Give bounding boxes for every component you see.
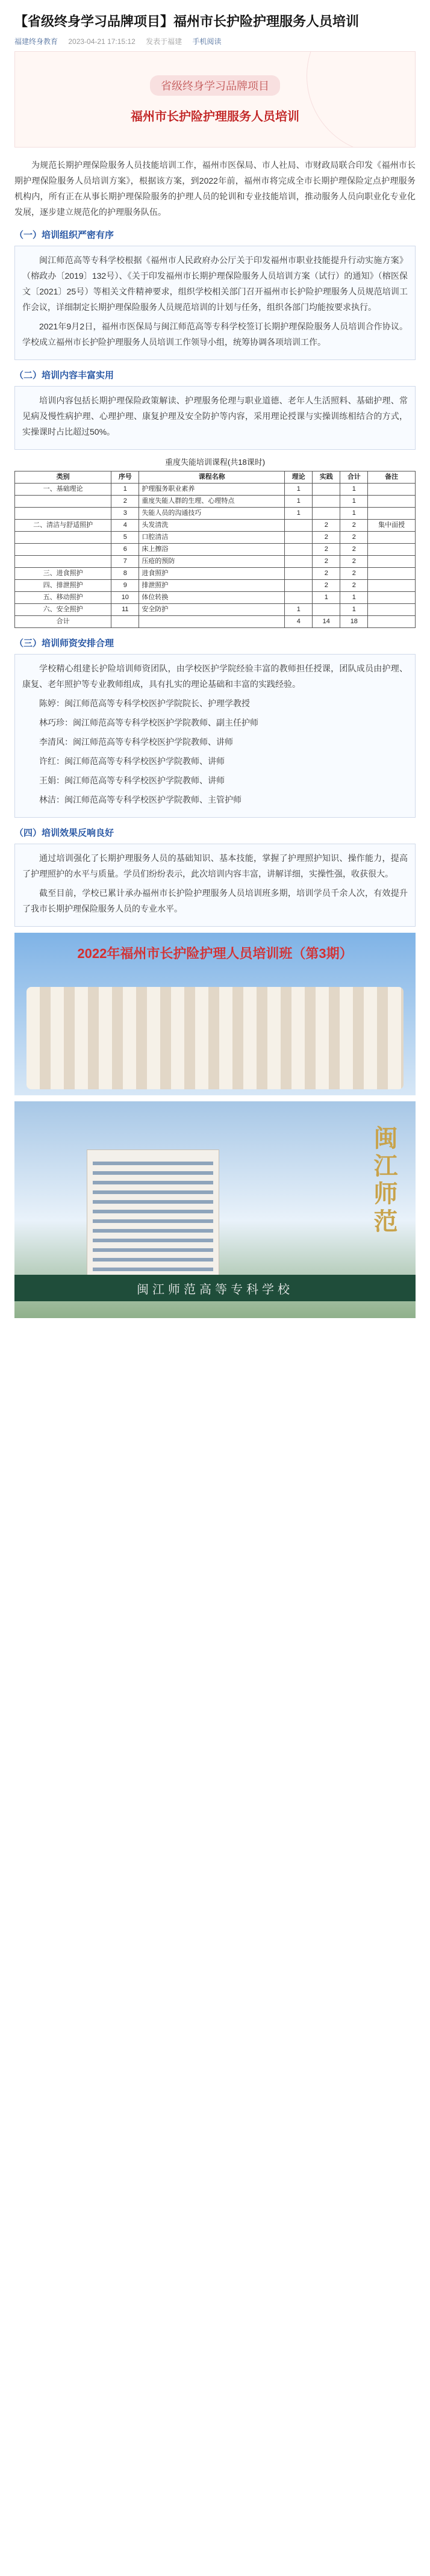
teacher-item: 王娟：闽江师范高等专科学校医护学院教师、讲师 — [39, 776, 225, 785]
table-cell — [285, 544, 313, 556]
table-header-cell: 类别 — [15, 471, 111, 484]
section-1-box — [14, 246, 416, 360]
section-4-box — [14, 844, 416, 927]
table-cell — [285, 556, 313, 568]
table-cell: 6 — [111, 544, 139, 556]
table-cell: 2 — [313, 580, 340, 592]
table-cell: 体位转换 — [139, 592, 285, 604]
teacher-item: 林洁：闽江师范高等专科学校医护学院教师、主管护师 — [39, 795, 241, 804]
section-3-heading: （三）培训师资安排合理 — [14, 638, 114, 649]
table-cell: 8 — [111, 568, 139, 580]
table-cell: 3 — [111, 508, 139, 520]
table-cell: 头发清洗 — [139, 520, 285, 532]
table-cell: 重度失能人群的生理、心理特点 — [139, 496, 285, 508]
table-row — [15, 580, 416, 592]
table-cell: 2 — [340, 580, 368, 592]
table-header-cell: 理论 — [285, 471, 313, 484]
table-row — [15, 508, 416, 520]
table-cell — [368, 556, 416, 568]
banner-decoration — [307, 51, 416, 148]
table-cell — [313, 604, 340, 616]
table-header-cell: 合计 — [340, 471, 368, 484]
table-header-cell: 实践 — [313, 471, 340, 484]
meta-read-mobile[interactable]: 手机阅读 — [192, 37, 222, 46]
table-cell: 压疮的预防 — [139, 556, 285, 568]
table-cell: 三、进食照护 — [15, 568, 111, 580]
table-row — [15, 496, 416, 508]
table-cell: 1 — [340, 592, 368, 604]
table-cell — [368, 508, 416, 520]
table-cell: 床上擦浴 — [139, 544, 285, 556]
section-1-para-2: 2021年9月2日，福州市医保局与闽江师范高等专科学校签订长期护理保险服务人员培训合作协议。学校成立福州市长护险护理服务人员培训工作领导小组，统筹协调各项培训工作。 — [22, 322, 408, 347]
table-row — [15, 532, 416, 544]
course-table-header — [15, 471, 416, 484]
table-cell: 二、清洁与舒适照护 — [15, 520, 111, 532]
teacher-item: 许红：闽江师范高等专科学校医护学院教师、讲师 — [39, 756, 225, 766]
table-cell — [285, 568, 313, 580]
table-cell — [285, 592, 313, 604]
course-table-title: 重度失能培训课程(共18课时) — [164, 458, 266, 467]
table-cell — [368, 496, 416, 508]
table-header-cell: 备注 — [368, 471, 416, 484]
section-2-heading: （二）培训内容丰富实用 — [14, 370, 114, 381]
table-cell — [111, 616, 139, 628]
meta-location: 发表于福建 — [146, 37, 182, 46]
table-cell — [285, 580, 313, 592]
table-row — [15, 604, 416, 616]
section-1-heading: （一）培训组织严密有序 — [14, 230, 114, 240]
table-cell: 2 — [313, 544, 340, 556]
table-cell — [368, 580, 416, 592]
table-row — [15, 544, 416, 556]
table-row — [15, 616, 416, 628]
table-cell: 1 — [313, 592, 340, 604]
table-cell — [15, 496, 111, 508]
section-4-heading: （四）培训效果反响良好 — [14, 828, 114, 838]
table-cell: 18 — [340, 616, 368, 628]
section-1-para-1: 闽江师范高等专科学校根据《福州市人民政府办公厅关于印发福州市职业技能提升行动实施方案》（榕政办〔2019〕132号）、《关于印发福州市长期护理保险服务人员培训方案（试行）的通知》（榕医保文〔2021〕25号）等相关文件精神要求，组织学校相关部门召开福州市长护险护理服务人员规范培训工作会议，详细制定长期护理保险服务人员规范培训的计划与任务，组织各部门均能按要求执行。 — [22, 255, 408, 312]
table-cell: 1 — [340, 604, 368, 616]
section-4-para-2: 截至目前，学校已累计承办福州市长护险护理服务人员培训班多期，培训学员千余人次，有效提升了我市长期护理保险服务人员的专业水平。 — [22, 888, 408, 913]
table-cell: 1 — [285, 484, 313, 496]
table-cell: 2 — [340, 568, 368, 580]
table-row — [15, 556, 416, 568]
table-cell: 11 — [111, 604, 139, 616]
table-cell: 护理服务职业素养 — [139, 484, 285, 496]
table-cell: 1 — [340, 496, 368, 508]
campus-school-name: 闽江师范高等专科学校 — [14, 1275, 416, 1301]
campus-photo — [14, 1101, 416, 1318]
table-cell: 1 — [285, 604, 313, 616]
table-row — [15, 484, 416, 496]
table-cell: 合计 — [15, 616, 111, 628]
table-cell — [139, 616, 285, 628]
header-banner — [14, 51, 416, 148]
table-cell: 2 — [313, 520, 340, 532]
campus-building-windows — [93, 1156, 213, 1288]
course-table — [14, 471, 416, 628]
table-cell — [368, 592, 416, 604]
table-cell — [368, 568, 416, 580]
section-4-para-1: 通过培训强化了长期护理服务人员的基础知识、基本技能，掌握了护理照护知识、操作能力，提高了护理照护的水平与质量。学员们纷纷表示，此次培训内容丰富，讲解详细，实操性强，收获很大。 — [22, 853, 408, 879]
table-cell: 2 — [313, 532, 340, 544]
table-cell: 10 — [111, 592, 139, 604]
table-cell: 2 — [111, 496, 139, 508]
table-cell: 2 — [340, 544, 368, 556]
table-cell: 五、移动照护 — [15, 592, 111, 604]
table-row — [15, 568, 416, 580]
table-cell — [368, 544, 416, 556]
table-cell — [368, 484, 416, 496]
table-cell: 1 — [340, 508, 368, 520]
table-cell — [368, 604, 416, 616]
section-3-para-1: 学校精心组建长护险培训师资团队，由学校医护学院经验丰富的教师担任授课，团队成员由护理、康复、老年照护等专业教师组成，具有扎实的理论基础和丰富的实践经验。 — [22, 664, 408, 689]
group-photo-crowd — [26, 987, 404, 1089]
meta-source[interactable]: 福建终身教育 — [14, 37, 58, 46]
table-cell: 2 — [340, 532, 368, 544]
table-cell: 六、安全照护 — [15, 604, 111, 616]
table-cell: 4 — [111, 520, 139, 532]
table-cell: 失能人员的沟通技巧 — [139, 508, 285, 520]
section-2-box — [14, 386, 416, 450]
table-row — [15, 520, 416, 532]
table-cell — [313, 484, 340, 496]
table-cell: 4 — [285, 616, 313, 628]
table-cell: 2 — [340, 556, 368, 568]
table-row — [15, 592, 416, 604]
course-table-body — [15, 484, 416, 628]
banner-headline: 福州市长护险护理服务人员培训 — [131, 110, 299, 123]
table-cell: 1 — [111, 484, 139, 496]
group-photo-caption: 2022年福州市长护险护理人员培训班（第3期） — [77, 946, 353, 961]
table-cell: 2 — [340, 520, 368, 532]
teacher-item: 林巧珍：闽江师范高等专科学校医护学院教师、副主任护师 — [39, 718, 258, 727]
table-cell: 9 — [111, 580, 139, 592]
table-cell: 14 — [313, 616, 340, 628]
teacher-item: 陈婷：闽江师范高等专科学校医护学院院长、护理学教授 — [39, 698, 250, 708]
group-photo — [14, 933, 416, 1095]
table-cell: 集中面授 — [368, 520, 416, 532]
table-cell: 四、排泄照护 — [15, 580, 111, 592]
table-cell: 1 — [285, 508, 313, 520]
table-cell — [313, 496, 340, 508]
table-cell — [368, 616, 416, 628]
table-cell — [15, 508, 111, 520]
campus-side-text: 闽江师范 — [370, 1125, 397, 1236]
table-cell: 1 — [285, 496, 313, 508]
intro-paragraph: 为规范长期护理保险服务人员技能培训工作，福州市医保局、市人社局、市财政局联合印发《福州市长期护理保险服务人员培训方案》，根据该方案，到2022年前，福州市将完成全市长期护理保险定点护理服务机构内，所有正在从事长期护理保险服务的护理人员的轮训和专业技能培训，推动服务人员向职业化专业化发展，逐步建立规范化的护理服务队伍。 — [14, 160, 416, 217]
table-header-cell: 序号 — [111, 471, 139, 484]
article-meta — [14, 36, 416, 46]
table-cell — [15, 544, 111, 556]
table-cell: 一、基础理论 — [15, 484, 111, 496]
table-cell — [15, 556, 111, 568]
section-2-para-1: 培训内容包括长期护理保险政策解读、护理服务伦理与职业道德、老年人生活照料、基础护理、常见病及慢性病护理、心理护理、康复护理及安全防护等内容，采用理论授课与实操训练相结合的方式，实操课时占比超过50%。 — [22, 396, 408, 437]
table-cell: 进食照护 — [139, 568, 285, 580]
meta-date: 2023-04-21 17:15:12 — [68, 37, 136, 46]
table-cell — [285, 532, 313, 544]
table-header-cell: 课程名称 — [139, 471, 285, 484]
table-cell: 口腔清洁 — [139, 532, 285, 544]
banner-tag: 省级终身学习品牌项目 — [150, 75, 280, 96]
table-cell: 安全防护 — [139, 604, 285, 616]
teacher-item: 李清风：闽江师范高等专科学校医护学院教师、讲师 — [39, 737, 233, 747]
table-cell — [285, 520, 313, 532]
table-cell: 排泄照护 — [139, 580, 285, 592]
table-cell — [368, 532, 416, 544]
article-title: 【省级终身学习品牌项目】福州市长护险护理服务人员培训 — [14, 14, 360, 29]
table-cell: 2 — [313, 556, 340, 568]
table-cell: 2 — [313, 568, 340, 580]
table-cell — [313, 508, 340, 520]
table-cell: 1 — [340, 484, 368, 496]
table-cell — [15, 532, 111, 544]
table-cell: 5 — [111, 532, 139, 544]
section-3-box — [14, 654, 416, 818]
table-cell: 7 — [111, 556, 139, 568]
